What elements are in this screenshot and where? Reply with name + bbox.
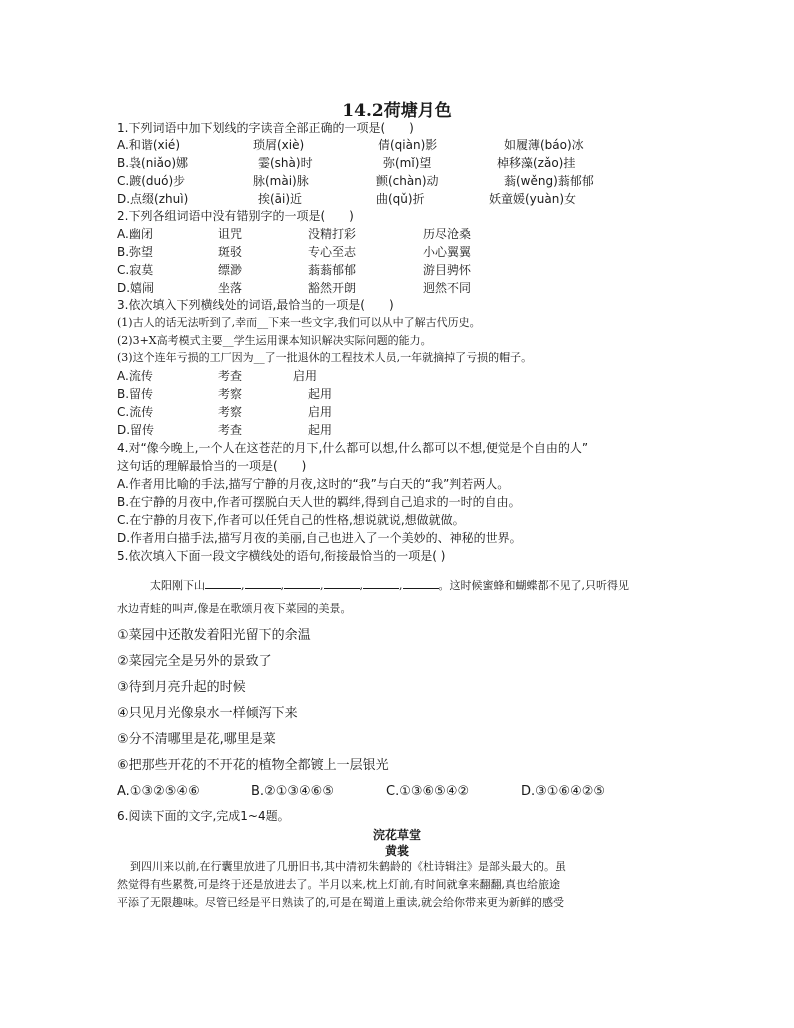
article-author: 黄裳 xyxy=(384,844,409,858)
q3-sentence-3: (3)这个连年亏损的工厂因为__了一批退休的工程技术人员,一年就摘掉了亏损的帽子。 xyxy=(117,351,533,364)
q4-option-a: A.作者用比喻的手法,描写宁静的月夜,这时的“我”与白天的“我”判若两人。 xyxy=(117,477,510,491)
q5-option-b: B.②①③④⑥⑤ xyxy=(251,784,334,799)
q4-option-b: B.在宁静的月夜中,作者可摆脱白天人世的羁绊,得到自己追求的一时的自由。 xyxy=(117,495,521,509)
q1-row-a-3: 倩(qiàn)影 xyxy=(378,138,438,152)
q1-row-b-4: 棹移藻(zǎo)挂 xyxy=(497,156,576,170)
q3-row-c-1: C.流传 xyxy=(117,405,154,419)
q2-row-b-4: 小心翼翼 xyxy=(423,245,472,259)
q5-option-d: D.③①⑥④②⑤ xyxy=(521,784,606,799)
q5-option-c: C.①③⑥⑤④② xyxy=(386,784,470,799)
q5-item-4: ④只见月光像泉水一样倾泻下来 xyxy=(117,706,298,721)
q1-row-a-4: 如履薄(báo)冰 xyxy=(504,138,584,152)
q5-item-1: ①菜园中还散发着阳光留下的余温 xyxy=(117,628,311,643)
q1-row-c-3: 颤(chàn)动 xyxy=(376,174,439,188)
q2-row-d-1: D.嬉闹 xyxy=(117,281,155,295)
q5-item-6: ⑥把那些开花的不开花的植物全都镀上一层银光 xyxy=(117,758,389,773)
q2-row-d-2: 坐落 xyxy=(218,281,243,295)
q1-row-c-1: C.踱(duó)步 xyxy=(117,174,186,188)
q3-row-c-3: 启用 xyxy=(308,405,333,419)
q2-row-d-3: 豁然开朗 xyxy=(308,281,357,295)
q1-stem: 1.下列词语中加下划线的字读音全部正确的一项是( ) xyxy=(117,121,414,135)
q1-row-c-2: 脉(mài)脉 xyxy=(253,174,309,188)
q1-row-d-3: 曲(qǔ)折 xyxy=(376,192,425,206)
q2-row-a-2: 诅咒 xyxy=(218,227,243,241)
q1-row-b-3: 弥(mǐ)望 xyxy=(383,156,432,170)
q2-row-b-3: 专心至志 xyxy=(308,245,357,259)
q4-stem-continued: 这句话的理解最恰当的一项是( ) xyxy=(117,459,307,473)
q4-option-c: C.在宁静的月夜下,作者可以任凭自己的性格,想说就说,想做就做。 xyxy=(117,513,465,527)
q5-blank-3 xyxy=(284,576,320,589)
q2-row-c-1: C.寂莫 xyxy=(117,263,154,277)
q1-row-c-4: 蓊(wěng)蓊郁郁 xyxy=(504,174,594,188)
q2-row-b-1: B.弥望 xyxy=(117,245,154,259)
q1-row-b-1: B.袅(niǎo)娜 xyxy=(117,156,189,170)
q5-passage-line-1: 太阳刚下山 , , , , , 。这时候蜜蜂和蝴蝶都不见了,只听得见 xyxy=(150,576,629,594)
q2-row-b-2: 斑驳 xyxy=(218,245,243,259)
q1-row-d-4: 妖童媛(yuàn)女 xyxy=(489,192,577,206)
q1-row-d-1: D.点缀(zhuì) xyxy=(117,192,189,206)
q2-row-d-4: 迥然不同 xyxy=(423,281,472,295)
q2-row-c-4: 游目骋怀 xyxy=(423,263,472,277)
q3-row-a-2: 考查 xyxy=(218,369,243,383)
q1-row-b-2: 霎(shà)时 xyxy=(258,156,313,170)
q5-passage-end: 。这时候蜜蜂和蝴蝶都不见了,只听得见 xyxy=(438,579,629,592)
q5-item-2: ②菜园完全是另外的景致了 xyxy=(117,654,272,669)
q3-row-b-2: 考察 xyxy=(218,387,243,401)
q1-row-d-2: 挨(āi)近 xyxy=(258,192,303,206)
q3-row-a-3: 启用 xyxy=(293,369,318,383)
q5-blank-5 xyxy=(363,576,399,589)
q6-stem: 6.阅读下面的文字,完成1~4题。 xyxy=(117,809,290,823)
q3-sentence-1: (1)古人的话无法听到了,幸而__下来一些文字,我们可以从中了解古代历史。 xyxy=(117,316,481,329)
q1-row-a-1: A.和谐(xié) xyxy=(117,138,180,152)
q2-row-a-4: 历尽沧桑 xyxy=(423,227,472,241)
q3-row-b-3: 起用 xyxy=(308,387,333,401)
q3-sentence-2: (2)3+X高考模式主要__学生运用课本知识解决实际问题的能力。 xyxy=(117,334,432,347)
q2-row-c-2: 缥渺 xyxy=(218,263,243,277)
q4-option-d: D.作者用白描手法,描写月夜的美丽,自己也进入了一个美妙的、神秘的世界。 xyxy=(117,531,522,545)
q3-row-a-1: A.流传 xyxy=(117,369,153,383)
q5-passage-line-2: 水边青蛙的叫声,像是在歌颂月夜下菜园的美景。 xyxy=(117,602,352,615)
q5-item-3: ③待到月亮升起的时候 xyxy=(117,680,246,695)
q2-row-c-3: 蓊蓊郁郁 xyxy=(308,263,357,277)
q5-blank-2 xyxy=(245,576,281,589)
q3-row-b-1: B.留传 xyxy=(117,387,154,401)
q5-passage-start: 太阳刚下山 xyxy=(150,579,205,592)
article-title: 浣花草堂 xyxy=(372,828,421,842)
q5-stem: 5.依次填入下面一段文字横线处的语句,衔接最恰当的一项是( ) xyxy=(117,549,446,563)
q5-blank-1 xyxy=(205,576,241,589)
q5-blank-4 xyxy=(324,576,360,589)
q3-row-d-2: 考查 xyxy=(218,423,243,437)
article-paragraph-line-2: 然觉得有些累赘,可是终于还是放进去了。半月以来,枕上灯前,有时间就拿来翻翻,真也给旅途 xyxy=(117,878,560,891)
page-title: 14.2荷塘月色 xyxy=(342,101,452,121)
q2-row-a-3: 没精打彩 xyxy=(308,227,357,241)
q3-row-c-2: 考察 xyxy=(218,405,243,419)
q4-stem: 4.对“像今晚上,一个人在这苍茫的月下,什么都可以想,什么都可以不想,便觉是个自由的人” xyxy=(117,441,589,455)
q5-item-5: ⑤分不清哪里是花,哪里是菜 xyxy=(117,732,276,747)
q3-row-d-1: D.留传 xyxy=(117,423,155,437)
q2-stem: 2.下列各组词语中没有错别字的一项是( ) xyxy=(117,209,354,223)
q3-row-d-3: 起用 xyxy=(308,423,333,437)
q5-option-a: A.①③②⑤④⑥ xyxy=(117,784,200,799)
article-paragraph-line-1: 到四川来以前,在行囊里放进了几册旧书,其中清初朱鹤龄的《杜诗辑注》是部头最大的。虽 xyxy=(130,860,566,873)
q2-row-a-1: A.幽闭 xyxy=(117,227,153,241)
article-paragraph-line-3: 平添了无限趣味。尽管已经是平日熟读了的,可是在蜀道上重读,就会给你带来更为新鲜的感受 xyxy=(117,896,564,909)
q5-blank-6 xyxy=(403,576,439,589)
q3-stem: 3.依次填入下列横线处的词语,最恰当的一项是( ) xyxy=(117,298,394,312)
q1-row-a-2: 琐屑(xiè) xyxy=(253,138,305,152)
